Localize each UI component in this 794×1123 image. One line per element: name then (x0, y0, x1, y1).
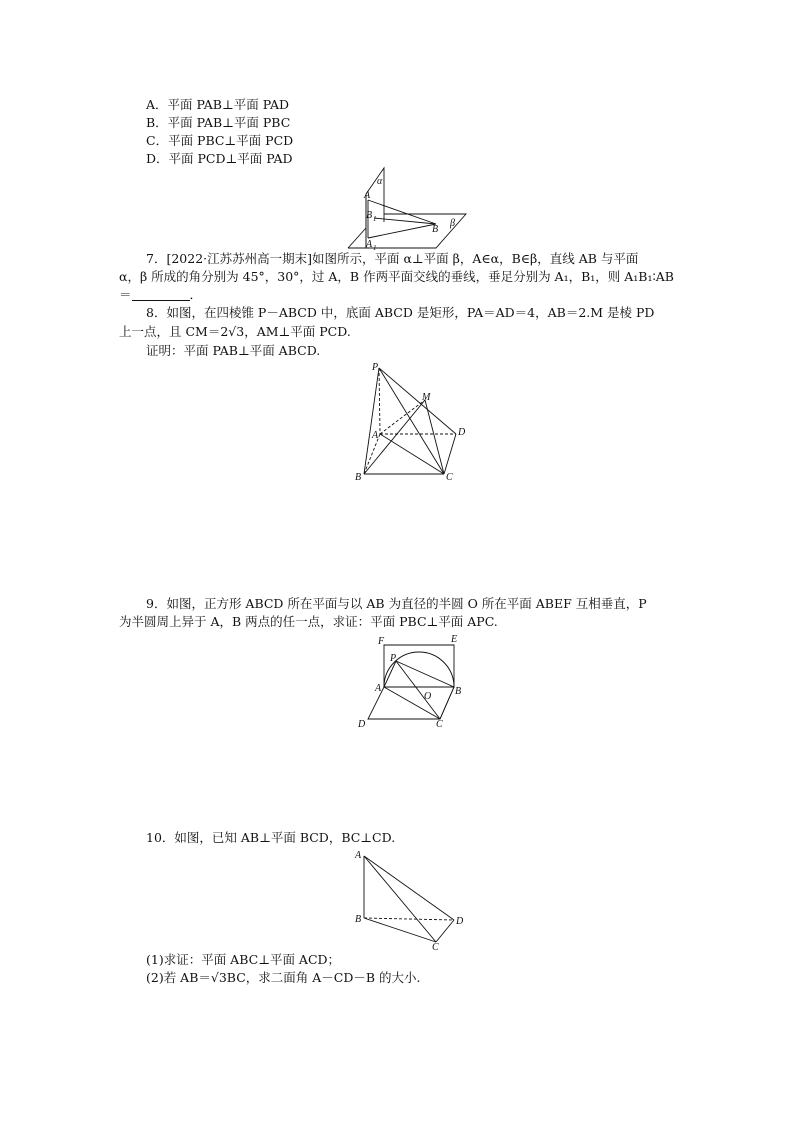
label-d: D (358, 719, 366, 730)
q10-sub-2: (2)若 AB＝√3BC，求二面角 A－CD－B 的大小. (146, 970, 421, 985)
label-b: B (455, 686, 462, 697)
label-m: M (422, 392, 431, 403)
label-b: B (432, 224, 439, 235)
label-beta: β (450, 218, 455, 229)
q8-line-2: 上一点，且 CM＝2√3，AM⊥平面 PCD. (119, 324, 351, 339)
label-alpha: α (377, 176, 383, 187)
q8-figure (350, 360, 470, 486)
q8-line-1: 8．如图，在四棱锥 P－ABCD 中，底面 ABCD 是矩形，PA＝AD＝4，AB＝2.M 是棱 PD (146, 305, 655, 320)
q7-line-1: 7．[2022·江苏苏州高一期末]如图所示，平面 α⊥平面 β，A∈α，B∈β，直线 AB 与平面 (146, 251, 639, 266)
label-a: A (364, 190, 371, 201)
label-o: O (424, 691, 432, 702)
label-e: E (451, 634, 458, 645)
label-p: P (372, 362, 379, 373)
q9-line-1: 9．如图，正方形 ABCD 所在平面与以 AB 为直径的半圆 O 所在平面 ABEF 互相垂直，P (146, 596, 647, 611)
q7-line-2: α，β 所成的角分别为 45°，30°，过 A，B 作两平面交线的垂线，垂足分别为 A₁，B₁，则 A₁B₁∶AB (119, 269, 674, 284)
label-b: B (355, 914, 362, 925)
q7-equals: ＝ (119, 287, 132, 302)
q8-line-3: 证明：平面 PAB⊥平面 ABCD. (146, 343, 321, 358)
segment-a1b (368, 224, 439, 238)
q10-sub-1: (1)求证：平面 ABC⊥平面 ACD； (146, 952, 341, 967)
label-c: C (432, 942, 439, 950)
q9-line-2: 为半圆周上异于 A，B 两点的任一点，求证：平面 PBC⊥平面 APC. (119, 614, 498, 629)
label-p: P (390, 653, 397, 664)
label-c: C (446, 472, 453, 483)
segment-cd (436, 920, 454, 942)
label-b1: B (366, 210, 373, 221)
label-c: C (436, 719, 443, 730)
q7-period: ． (189, 287, 203, 302)
label-f: F (378, 636, 385, 647)
q7-figure (346, 166, 470, 252)
label-a: A (372, 430, 379, 441)
q7-line-3 (119, 287, 202, 303)
q10-figure (352, 846, 468, 950)
label-a1: A (366, 239, 373, 250)
option-a: A．平面 PAB⊥平面 PAD (146, 97, 290, 112)
option-d: D．平面 PCD⊥平面 PAD (146, 151, 293, 166)
q10-line-1: 10．如图，已知 AB⊥平面 BCD，BC⊥CD. (146, 830, 396, 845)
option-c: C．平面 PBC⊥平面 PCD (146, 133, 294, 148)
label-d: D (458, 427, 466, 438)
option-b: B．平面 PAB⊥平面 PBC (146, 115, 291, 130)
segment-bc (364, 918, 436, 942)
q7-answer-blank[interactable] (132, 288, 190, 301)
q9-figure (354, 631, 466, 731)
label-a: A (355, 850, 362, 861)
label-d: D (456, 916, 464, 927)
label-b: B (355, 472, 362, 483)
segment-bd (364, 918, 454, 920)
label-a1-sub: 1 (373, 244, 377, 252)
label-a: A (375, 683, 382, 694)
label-b1-sub: 1 (373, 215, 377, 223)
